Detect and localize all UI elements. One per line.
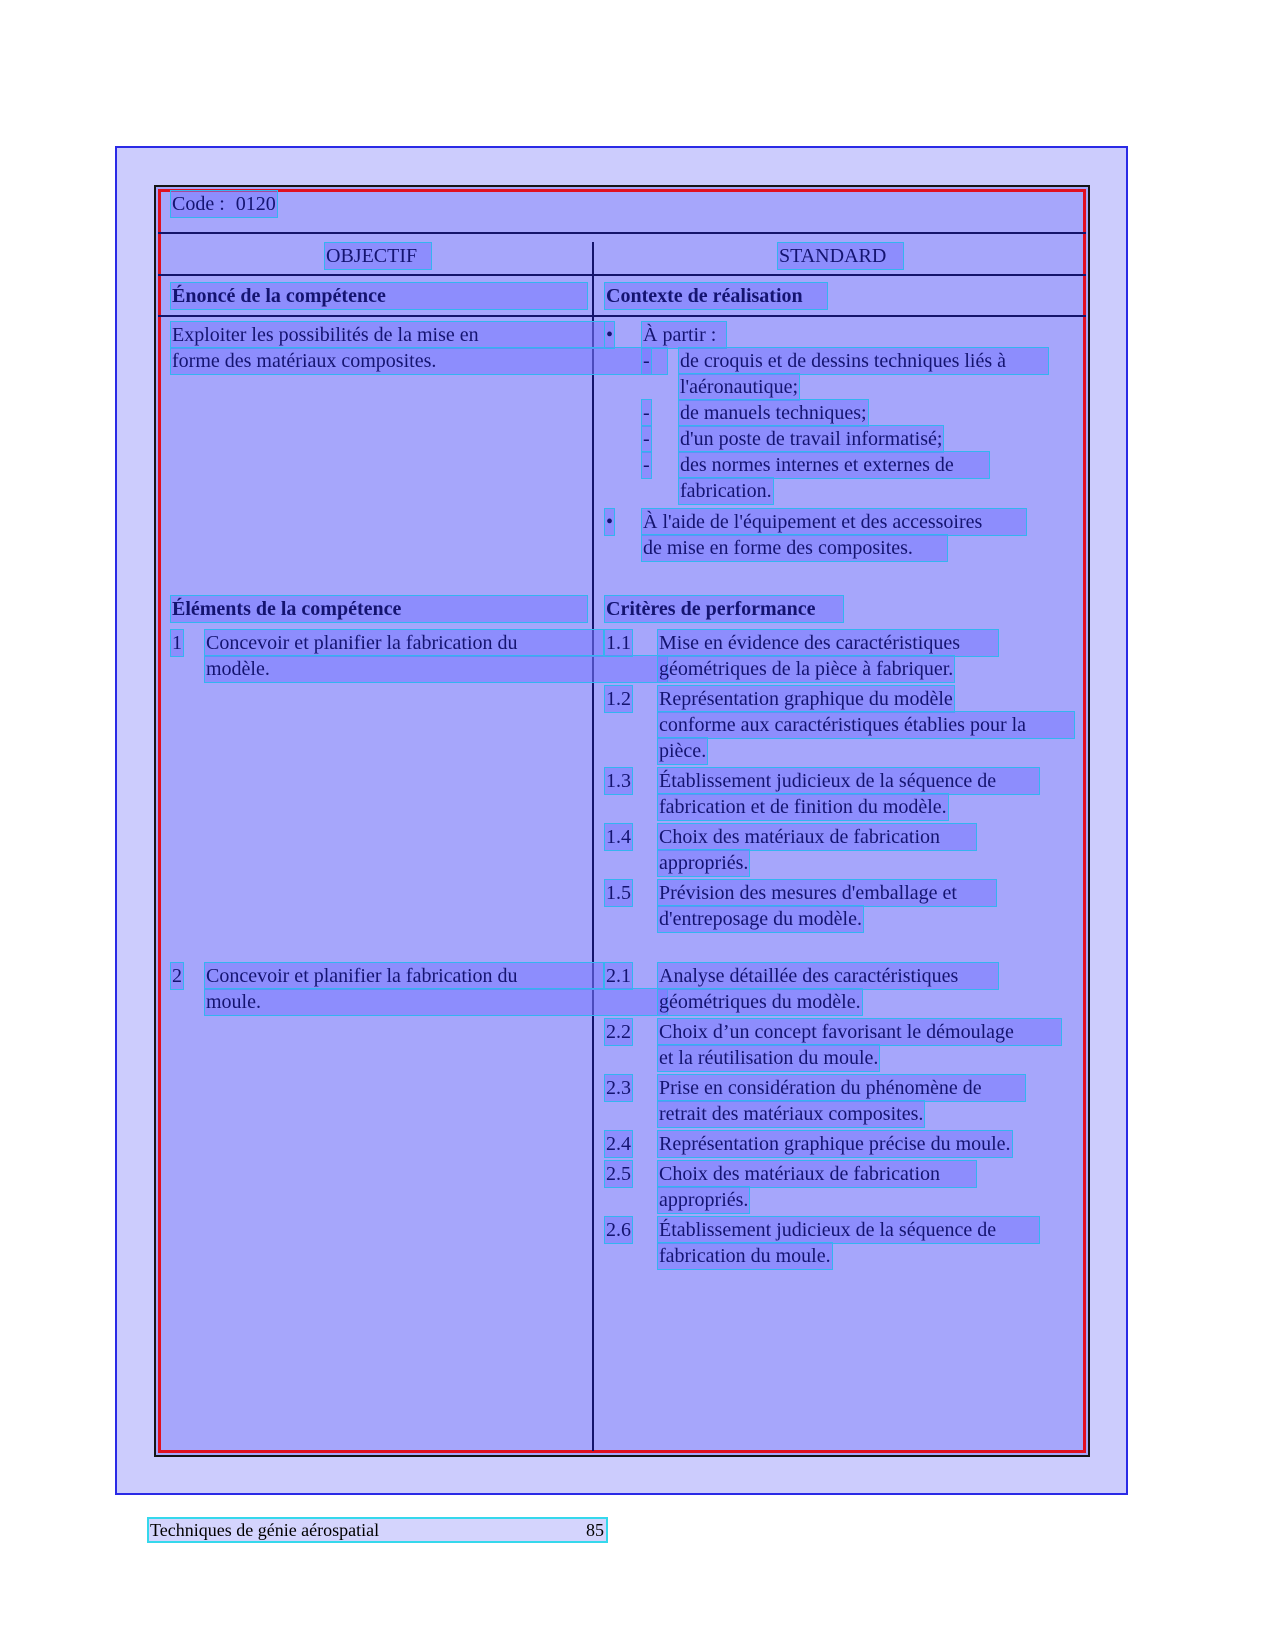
context-bullet: • [606, 511, 614, 533]
enonce-line: Exploiter les possibilités de la mise en [171, 322, 604, 348]
criterion-number: 2.6 [606, 1219, 631, 1241]
contexte-heading: Contexte de réalisation [605, 283, 827, 309]
criterion-line: Prise en considération du phénomène de [658, 1075, 1025, 1101]
context-dash: - [643, 402, 650, 424]
context-item-line: de croquis et de dessins techniques liés à [679, 348, 1048, 374]
criterion-line: fabrication et de finition du modèle. [659, 796, 947, 818]
context-aide-line: À l'aide de l'équipement et des accessoires [642, 509, 1026, 535]
context-dash: - [643, 350, 650, 372]
criterion-line: appropriés. [659, 1189, 749, 1211]
objectif-heading: OBJECTIF [325, 243, 431, 269]
criterion-line: Choix des matériaux de fabrication [658, 824, 976, 850]
code-line [171, 191, 277, 217]
column-divider [592, 242, 594, 1451]
criterion-line: Représentation graphique du modèle [659, 688, 953, 710]
criterion-number: 1.4 [606, 826, 631, 848]
criterion-line: Prévision des mesures d'emballage et [658, 880, 996, 906]
criterion-line: d'entreposage du modèle. [659, 908, 862, 930]
context-dash: - [643, 428, 650, 450]
competence-table [154, 185, 1090, 1457]
criterion-line: Représentation graphique précise du moule. [659, 1133, 1011, 1155]
criterion-line: Choix d’un concept favorisant le démoulage [658, 1019, 1061, 1045]
criterion-number: 2.1 [606, 965, 631, 987]
criteres-heading: Critères de performance [605, 596, 843, 622]
criterion-line: retrait des matériaux composites. [659, 1103, 924, 1125]
criterion-number: 1.1 [606, 632, 631, 654]
criterion-number: 1.3 [606, 770, 631, 792]
criterion-line: appropriés. [659, 852, 749, 874]
criterion-number: 1.2 [606, 688, 631, 710]
context-item-line: d'un poste de travail informatisé; [680, 428, 943, 450]
standard-heading: STANDARD [778, 243, 903, 269]
criterion-line: Analyse détaillée des caractéristiques [658, 963, 998, 989]
subheading-divider [158, 315, 1086, 317]
context-item-line: l'aéronautique; [680, 376, 798, 398]
criterion-number: 2.2 [606, 1021, 631, 1043]
criterion-line: et la réutilisation du moule. [659, 1047, 879, 1069]
elements-heading: Éléments de la compétence [171, 596, 587, 622]
columns-divider [158, 274, 1086, 276]
context-bullet: • [606, 324, 614, 346]
context-item-line: des normes internes et externes de [679, 452, 989, 478]
context-item-line: fabrication. [680, 480, 772, 502]
element-line: Concevoir et planifier la fabrication du [205, 630, 603, 656]
criterion-line: pièce. [659, 740, 707, 762]
criterion-number: 1.5 [606, 882, 631, 904]
criterion-line: Choix des matériaux de fabrication [658, 1161, 976, 1187]
header-divider [158, 232, 1086, 234]
code-value: 0120 [235, 193, 276, 215]
criterion-line: Établissement judicieux de la séquence de [658, 768, 1039, 794]
criterion-line: géométriques du modèle. [659, 991, 861, 1013]
enonce-line: forme des matériaux composites. [171, 348, 667, 374]
criterion-line: fabrication du moule. [659, 1245, 831, 1267]
element-line: Concevoir et planifier la fabrication du [205, 963, 603, 989]
element-line: modèle. [205, 656, 667, 682]
context-dash: - [643, 454, 650, 476]
context-a-partir: À partir : [642, 322, 726, 348]
criterion-line: Mise en évidence des caractéristiques [658, 630, 998, 656]
criterion-number: 2.4 [606, 1133, 631, 1155]
context-aide-line: de mise en forme des composites. [642, 535, 947, 561]
criterion-line: conforme aux caractéristiques établies pour la [658, 712, 1074, 738]
element-number: 2 [172, 965, 182, 987]
element-line: moule. [205, 989, 667, 1015]
criterion-number: 2.3 [606, 1077, 631, 1099]
footer-program: Techniques de génie aérospatial [150, 1520, 380, 1540]
element-number: 1 [172, 632, 182, 654]
page-footer [149, 1519, 606, 1541]
code-label: Code : [172, 193, 225, 215]
criterion-number: 2.5 [606, 1163, 631, 1185]
enonce-heading: Énoncé de la compétence [171, 283, 587, 309]
criterion-line: Établissement judicieux de la séquence de [658, 1217, 1039, 1243]
context-item-line: de manuels techniques; [680, 402, 867, 424]
criterion-line: géométriques de la pièce à fabriquer. [659, 658, 954, 680]
page-number: 85 [586, 1520, 604, 1540]
